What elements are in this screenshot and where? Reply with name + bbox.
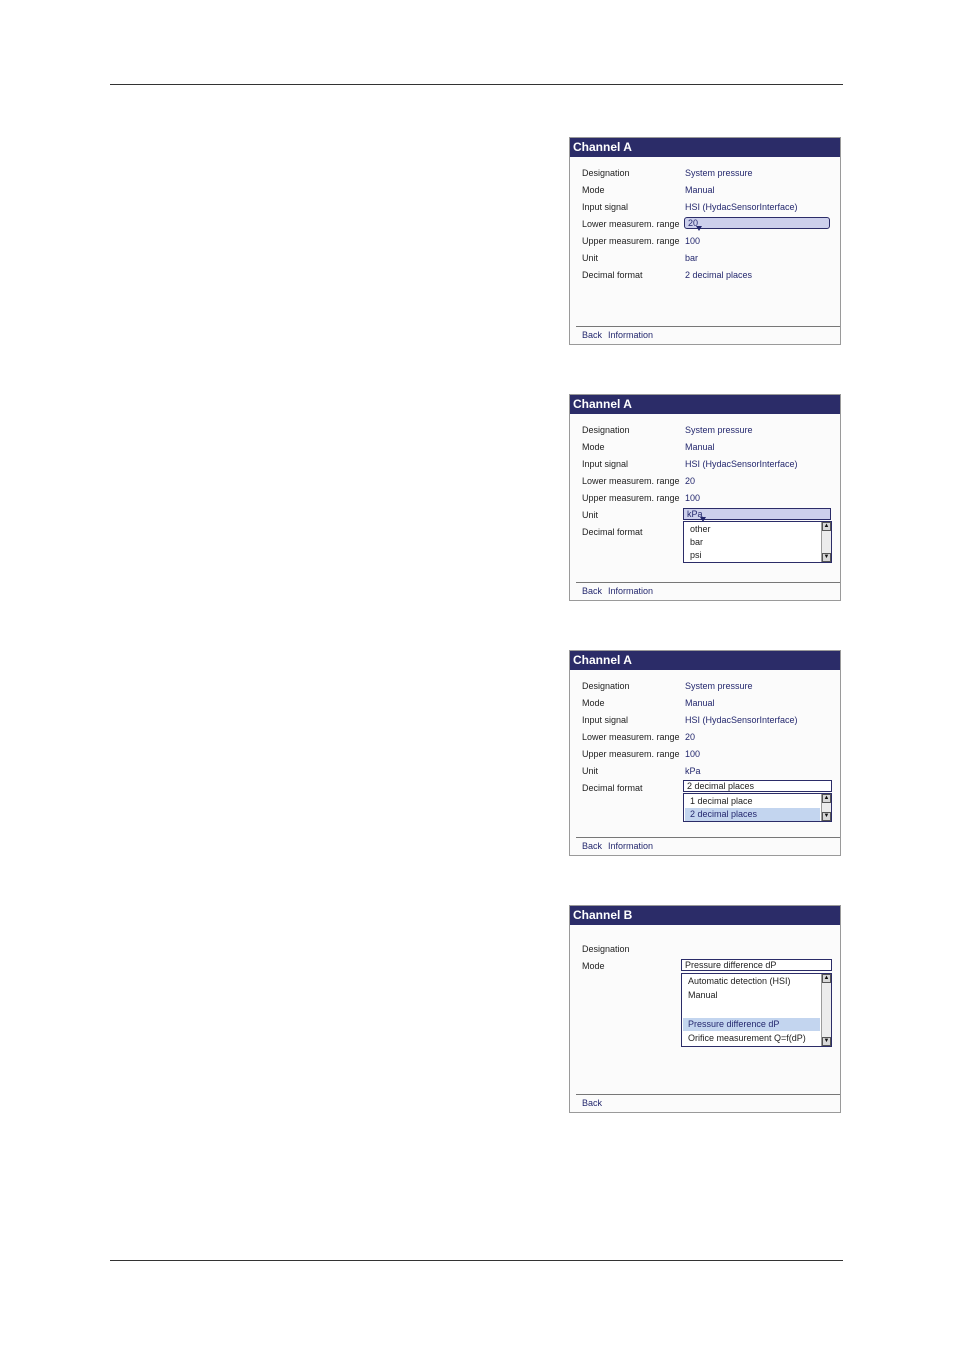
row-mode[interactable]: [582, 182, 832, 198]
text-cursor-icon: [696, 226, 702, 231]
row-value: HSI (HydacSensorInterface): [685, 459, 798, 469]
row-value: 20: [685, 732, 696, 742]
row-upper-range[interactable]: [582, 746, 832, 762]
dropdown-option-selected[interactable]: Pressure difference dP: [683, 1018, 820, 1031]
row-designation[interactable]: [582, 941, 832, 957]
row-label: Input signal: [582, 459, 629, 469]
row-label: Designation: [582, 168, 630, 178]
dropdown-option[interactable]: psi: [690, 550, 702, 560]
row-input-signal[interactable]: [582, 712, 832, 728]
row-label: Unit: [582, 253, 599, 263]
row-value: Manual: [685, 185, 715, 195]
row-value: 100: [685, 749, 701, 759]
dropdown-option[interactable]: Orifice measurement Q=f(dP): [688, 1033, 806, 1043]
decimal-format-dropdown-list[interactable]: [683, 793, 832, 822]
row-value: 100: [685, 493, 701, 503]
dropdown-option[interactable]: Automatic detection (HSI): [688, 976, 791, 986]
back-button[interactable]: Back: [582, 586, 603, 596]
row-upper-range[interactable]: [582, 490, 832, 506]
dropdown-option[interactable]: other: [690, 524, 711, 534]
screen-footer: [576, 582, 840, 600]
dropdown-scrollbar[interactable]: [821, 522, 831, 562]
row-label: Upper measurem. range: [582, 749, 680, 759]
row-unit[interactable]: [582, 250, 832, 266]
channel-b-screen-mode: [569, 905, 841, 1113]
row-label: Lower measurem. range: [582, 476, 680, 486]
scroll-up-arrow-icon[interactable]: ▲: [823, 523, 830, 529]
row-lower-range[interactable]: [582, 473, 832, 489]
unit-dropdown-list[interactable]: [683, 521, 832, 563]
footer-rule: [110, 1260, 843, 1261]
channel-a-screen-lower-range: [569, 137, 841, 345]
row-label: Mode: [582, 961, 605, 971]
row-value: kPa: [685, 766, 701, 776]
scroll-up-arrow-icon[interactable]: ▲: [823, 795, 830, 801]
screen-footer: [576, 326, 840, 344]
row-value: bar: [685, 253, 699, 263]
unit-select[interactable]: kPa: [683, 508, 831, 520]
row-value: System pressure: [685, 168, 753, 178]
scroll-down-arrow-icon[interactable]: ▼: [823, 813, 830, 819]
row-upper-range[interactable]: [582, 233, 832, 249]
decimal-format-select[interactable]: 2 decimal places: [683, 780, 832, 792]
mode-select[interactable]: Pressure difference dP: [681, 959, 832, 971]
row-input-signal[interactable]: [582, 456, 832, 472]
row-label: Designation: [582, 425, 630, 435]
channel-a-screen-decimal-format: [569, 650, 841, 856]
back-button[interactable]: Back: [582, 330, 603, 340]
row-label: Input signal: [582, 715, 629, 725]
row-lower-range[interactable]: [582, 729, 832, 745]
channel-a-screen-unit: [569, 394, 841, 601]
row-label: Unit: [582, 766, 599, 776]
row-label: Mode: [582, 185, 605, 195]
scroll-down-arrow-icon[interactable]: ▼: [823, 554, 830, 560]
row-mode[interactable]: [582, 695, 832, 711]
row-value: HSI (HydacSensorInterface): [685, 715, 798, 725]
row-value: 100: [685, 236, 701, 246]
screen-title: Channel A: [570, 395, 840, 414]
row-value: Manual: [685, 698, 715, 708]
dropdown-option-selected[interactable]: 2 decimal places: [685, 808, 820, 821]
row-label: Lower measurem. range: [582, 732, 680, 742]
row-label: Decimal format: [582, 783, 643, 793]
row-label: Upper measurem. range: [582, 493, 680, 503]
scroll-down-arrow-icon[interactable]: ▼: [823, 1038, 830, 1044]
dropdown-option[interactable]: [683, 1003, 820, 1016]
dropdown-option[interactable]: 1 decimal place: [690, 796, 753, 806]
dropdown-scrollbar[interactable]: [821, 974, 831, 1046]
information-button[interactable]: Information: [608, 330, 654, 340]
screen-title: Channel A: [570, 651, 840, 670]
row-decimal-format[interactable]: [582, 267, 832, 283]
header-rule: [110, 84, 843, 85]
row-input-signal[interactable]: [582, 199, 832, 215]
screen-footer: [576, 837, 840, 855]
lower-range-input[interactable]: 20: [684, 217, 830, 229]
row-label: Upper measurem. range: [582, 236, 680, 246]
row-label: Designation: [582, 944, 630, 954]
row-value: 20: [685, 476, 696, 486]
information-button[interactable]: Information: [608, 586, 654, 596]
row-label: Decimal format: [582, 527, 643, 537]
row-value: System pressure: [685, 425, 753, 435]
dropdown-option[interactable]: bar: [690, 537, 704, 547]
row-label: Designation: [582, 681, 630, 691]
information-button[interactable]: Information: [608, 841, 654, 851]
row-label: Unit: [582, 510, 599, 520]
scroll-up-arrow-icon[interactable]: ▲: [823, 975, 830, 981]
back-button[interactable]: Back: [582, 1098, 603, 1108]
screen-title: Channel B: [570, 906, 840, 925]
row-designation[interactable]: [582, 165, 832, 181]
back-button[interactable]: Back: [582, 841, 603, 851]
row-label: Input signal: [582, 202, 629, 212]
screen-footer: [576, 1094, 840, 1112]
row-value: 2 decimal places: [685, 270, 753, 280]
row-label: Lower measurem. range: [582, 219, 680, 229]
row-label: Mode: [582, 442, 605, 452]
screen-title: Channel A: [570, 138, 840, 157]
dropdown-option[interactable]: Manual: [688, 990, 718, 1000]
mode-dropdown-list[interactable]: [681, 973, 832, 1047]
row-label: Mode: [582, 698, 605, 708]
row-label: Decimal format: [582, 270, 643, 280]
row-unit[interactable]: [582, 763, 832, 779]
dropdown-scrollbar[interactable]: [821, 794, 831, 821]
row-designation[interactable]: [582, 422, 832, 438]
row-value: System pressure: [685, 681, 753, 691]
row-value: Manual: [685, 442, 715, 452]
row-designation[interactable]: [582, 678, 832, 694]
row-value: HSI (HydacSensorInterface): [685, 202, 798, 212]
row-mode[interactable]: [582, 439, 832, 455]
